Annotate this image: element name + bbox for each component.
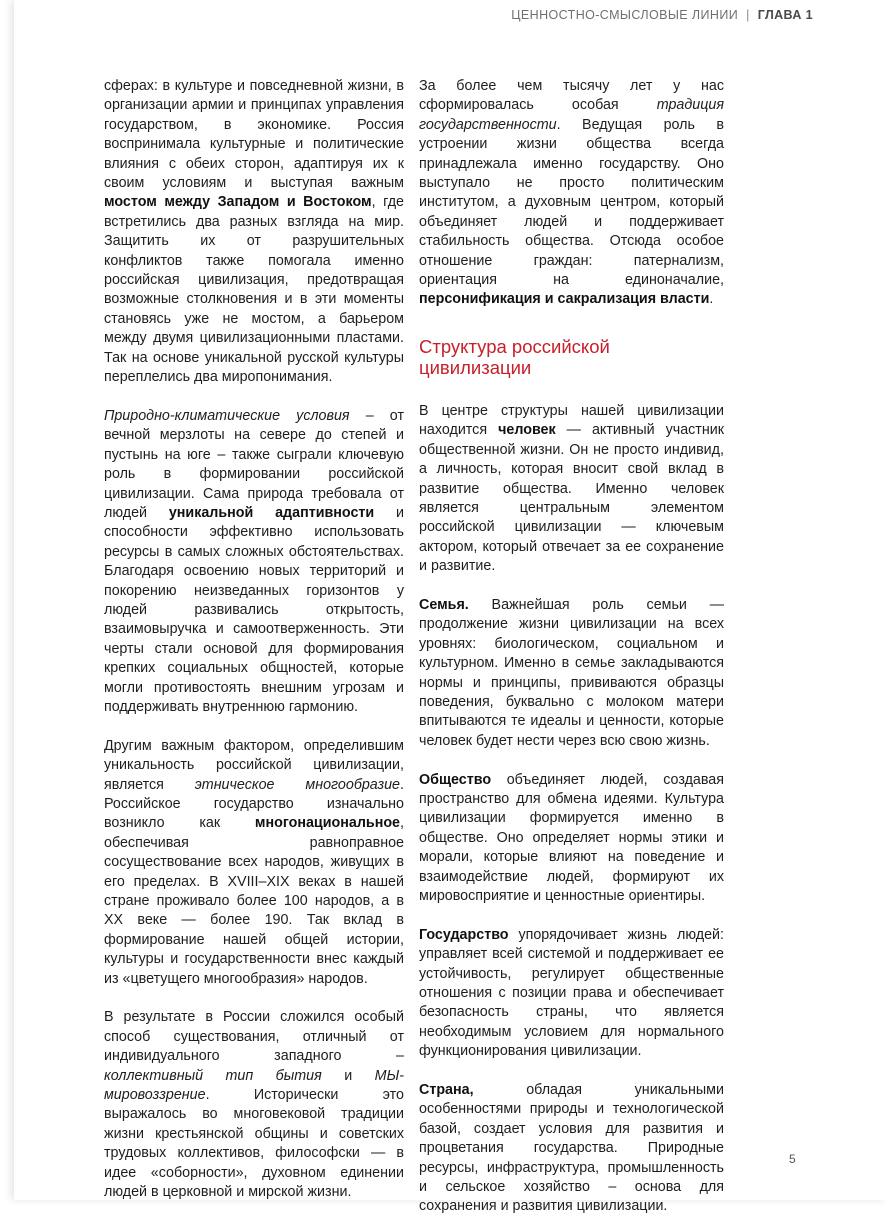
header-section-title: ЦЕННОСТНО-СМЫСЛОВЫЕ ЛИНИИ (511, 8, 739, 22)
paragraph-bridge: сферах: в культуре и повседневной жизни, в организации армии и принципах управления государством, в экономике. Россия воспринимала культурные и политические влияния с обеих сторон, адаптируя их к своим условиям и выступая важным мостом между Западом и Востоком, где встретились два разных взгляда на мир. Защитить их от разрушительных конфликтов также помогала именно российская цивилизация, предотвращая возможные столкновения и в эти моменты становясь уже не мостом, а барьером между двумя цивилизационными пластами. Так на основе уникальной русской культуры переплелись два миропонимания. (104, 78, 404, 386)
paragraph-climate: Природно-климатические условия – от вечной мерзлоты на севере до степей и пустынь на юге – также сыграли ключевую роль в формировании российской цивилизации. Сама природа требовала от людей уникальной адаптивности и способности эффективно использовать ресурсы в самых сложных обстоятельствах. Благодаря освоению новых территорий и покорению неизведанных горизонтов у людей развивались открытость, взаимовыручка и самоотверженность. Эти черты стали основой для формирования крепких социальных общностей, которые могли противостоять внешним угрозам и поддерживать внутреннюю гармонию. (104, 407, 404, 715)
emphasis-multinational: многонациональное (254, 815, 401, 832)
right-column (419, 77, 724, 1217)
paragraph-statehood: За более чем тысячу лет у нас сформировалась особая традиция государственности. Ведущая роль в устроении жизни общества всегда принадлежала именно государству. Оно выступало не просто политическим институтом, а духовным центром, который объединяет людей и поддерживает стабильность общества. Отсюда особое отношение граждан: патернализм, ориентация на единоначалие, персонификация и сакрализация власти. (419, 78, 724, 308)
emphasis-climate: Природно-климатические условия (104, 407, 350, 424)
document-page (14, 0, 887, 1215)
emphasis-bridge: мостом между Западом и Востоком (104, 194, 372, 211)
paragraph-society: Общество объединяет людей, создавая пространство для обмена идеями. Культура цивилизации формируется именно в обществе. Оно определяет нормы этики и морали, которые влияют на поведение и взаимодействие людей, формируют их мировосприятие и ценностные ориентиры. (419, 771, 724, 904)
paragraph-person: В центре структуры нашей цивилизации находится человек — активный участник общественной жизни. Он не просто индивид, а личность, которая вносит свой вклад в развитие общества. Именно человек является центральным элементом российской цивилизации — ключевым актором, который отвечает за ее сохранение и развитие. (419, 402, 724, 575)
paragraph-ethnic-diversity: Другим важным фактором, определившим уникальность российской цивилизации, является этническое многообразие. Российское государство изначально возникло как многонациональное, обеспечивая равноправное сосуществование всех народов, живущих в его пределах. В XVIII–XIX веках в нашей стране проживало более 100 народов, а в XX веке — более 190. Так вклад в формирование нашей общей истории, культуры и государственности внес каждый из «цветущего многообразия» народов. (104, 737, 404, 987)
emphasis-adaptivity: уникальной адаптивности (168, 504, 375, 521)
term-person: человек (498, 422, 556, 439)
emphasis-we-worldview: МЫ-мировоззрение (104, 1067, 404, 1104)
running-header (511, 8, 813, 22)
term-society: Общество (419, 771, 492, 788)
paragraph-collectivism: В результате в России сложился особый способ существования, отличный от индивидуального западного – коллективный тип бытия и МЫ-мировоззрение. Исторически это выражалось во многовековой традиции жизни крестьянской общины и советских трудовых коллективов, философски — в идее «соборности», духовном единении людей в церковной и мирской жизни. (104, 1009, 404, 1201)
term-state: Государство (419, 926, 509, 943)
term-family: Семья. (419, 596, 469, 613)
emphasis-statehood-tradition: традиция государственности (419, 97, 724, 133)
page-number: 5 (789, 1152, 796, 1166)
section-heading: Структура российской цивилизации (419, 335, 610, 378)
emphasis-personification: персонификация и сакрализация власти (419, 291, 710, 308)
header-chapter-label: ГЛАВА 1 (757, 8, 813, 22)
paragraph-state: Государство упорядочивает жизнь людей: управляет всей системой и поддерживает ее устойчивость, регулирует общественные отношения с позиции права и обеспечивает безопасность страны, что является необходимым условием для нормального функционирования цивилизации. (419, 926, 724, 1060)
left-column (104, 77, 404, 1203)
emphasis-collective-being: коллективный тип бытия (104, 1067, 322, 1084)
emphasis-ethnic-diversity: этническое многообразие (194, 776, 400, 793)
paragraph-family: Семья. Важнейшая роль семьи — продолжение жизни цивилизации на всех уровнях: биологическом, социальном и культурном. Именно в семье закладываются нормы и принципы, прививаются образцы поведения, буквально с молоком матери впитываются те идеалы и ценности, которые человек будет нести через всю свою жизнь. (419, 596, 724, 749)
header-separator: | (746, 8, 750, 22)
paragraph-country: Страна, обладая уникальными особенностями природы и технологической базой, создает условия для развития и процветания государства. Природные ресурсы, инфраструктура, промышленность и сельское хозяйство – основа для сохранения и развития цивилизации. (419, 1082, 724, 1215)
term-country: Страна, (419, 1082, 474, 1099)
